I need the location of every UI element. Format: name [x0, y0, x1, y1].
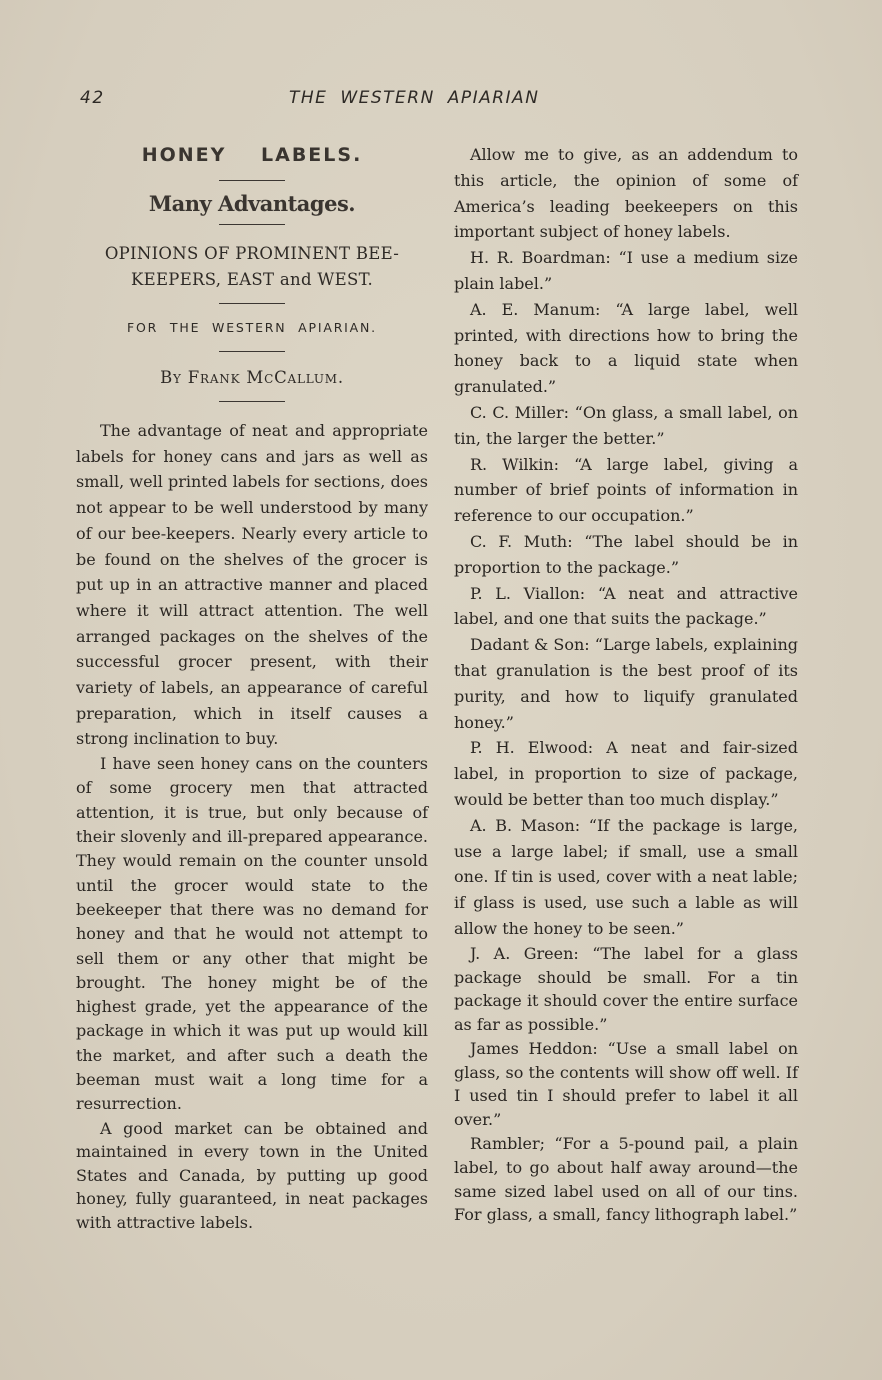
left-column [76, 142, 428, 1235]
divider-rule [219, 224, 285, 225]
right-column [454, 142, 798, 1227]
running-head [0, 88, 882, 112]
quote-paragraph: Dadant & Son: “Large labels, explaining that granulation is the best proof of its purity, and how to liquify granulated honey.” [454, 635, 798, 732]
quote-paragraph: C. F. Muth: “The label should be in proportion to the package.” [454, 531, 798, 577]
running-title: THE WESTERN APIARIAN [289, 88, 540, 108]
quote-paragraph: A. B. Mason: “If the package is large, use a large label; if small, use a small one. If tin is used, cover with a neat lable; if glass is used, use such a lable as will allow the honey to be seen.” [454, 815, 798, 938]
quote-paragraph: P. H. Elwood: A neat and fair-sized label, in proportion to size of package, would be better than too much display.” [454, 738, 798, 809]
page-number: 42 [80, 88, 105, 108]
byline: By Frank McCallum. [160, 368, 344, 387]
divider-rule [219, 303, 285, 304]
paragraph: A good market can be obtained and maintained in every town in the United States and Canada, by putting up good honey, fully guaranteed, in neat packages with attractive labels. [76, 1118, 428, 1232]
quote-paragraph: C. C. Miller: “On glass, a small label, on tin, the larger the better.” [454, 402, 798, 448]
divider-rule [219, 401, 285, 402]
left-body [76, 418, 428, 1235]
quote-paragraph: James Heddon: “Use a small label on glass, so the contents will show off well. If I used tin I should prefer to label it all over.” [454, 1038, 798, 1130]
quote-paragraph: R. Wilkin: “A large label, giving a number of brief points of information in reference to our occupation.” [454, 454, 798, 526]
article-deck: OPINIONS OF PROMINENT BEE-KEEPERS, EAST and WEST. [104, 244, 400, 289]
quote-paragraph: P. L. Viallon: “A neat and attractive label, and one that suits the package.” [454, 583, 798, 629]
divider-rule [219, 180, 285, 181]
paragraph: The advantage of neat and appropriate labels for honey cans and jars as well as small, well printed labels for sections, does not appear to be well understood by many of our bee-keepers. Nearly every article to be found on the shelves of the grocer is put up in an attractive manner and placed where it will attract attention. The well arranged packages on the shelves of the successful grocer present, with their variety of labels, an appearance of careful preparation, which in itself causes a strong inclination to buy. [76, 421, 428, 749]
quote-paragraph: H. R. Boardman: “I use a medium size plain label.” [454, 248, 798, 293]
paragraph: Allow me to give, as an addendum to this article, the opinion of some of America’s leading beekeepers on this important subject of honey labels. [454, 145, 798, 242]
quote-paragraph: J. A. Green: “The label for a glass package should be small. For a tin package it should cover the entire surface as far as possible.” [454, 943, 798, 1035]
quote-paragraph: Rambler; “For a 5-pound pail, a plain label, to go about half away around—the same sized label used on all of our tins. For glass, a small, fancy lithograph label.” [454, 1134, 798, 1225]
quote-paragraph: A. E. Manum: “A large label, well printed, with directions how to bring the honey back to a liquid state when granulated.” [454, 299, 798, 397]
for-line: FOR THE WESTERN APIARIAN. [127, 320, 377, 335]
article-subheadline: Many Advantages. [148, 191, 356, 216]
paragraph: I have seen honey cans on the counters of some grocery men that attracted attention, it is true, but only because of their slovenly and ill-prepared appearance. They would remain on the counter unsold until the grocer would state to the beekeeper that there was no demand for honey and that he would not attempt to sell them or any other that might be brought. The honey might be of the highest grade, yet the appearance of the package in which it was put up would kill the market, and after such a death the beeman must wait a long time for a resurrection. [76, 754, 428, 1114]
article-headline: HONEY LABELS. [141, 144, 363, 166]
divider-rule [219, 351, 285, 352]
